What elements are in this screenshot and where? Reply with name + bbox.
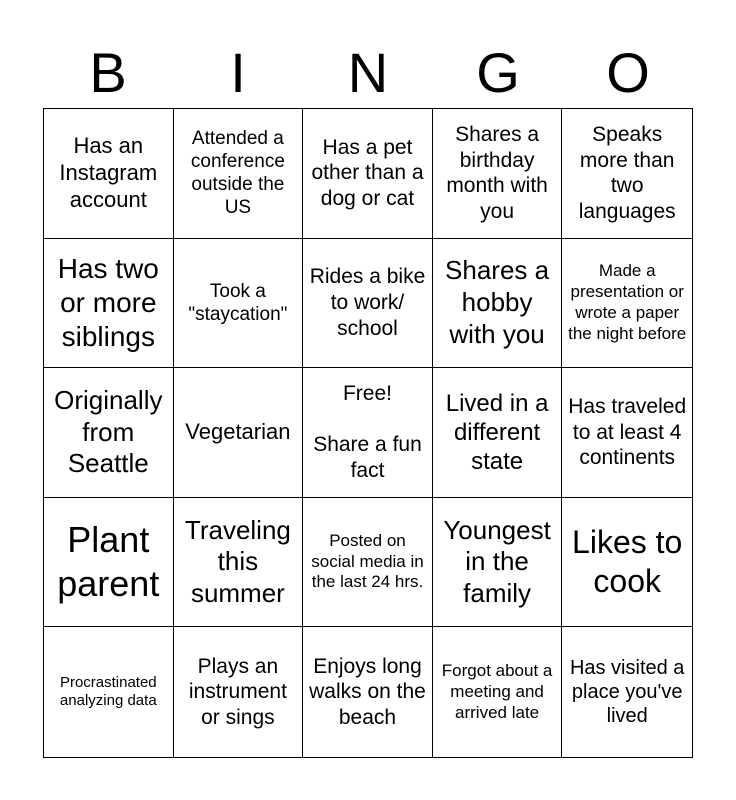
bingo-cell[interactable] xyxy=(562,498,692,628)
bingo-cell[interactable] xyxy=(303,627,433,757)
cell-text: Has traveled to at least 4 continents xyxy=(568,395,687,470)
bingo-cell[interactable] xyxy=(174,109,304,239)
cell-text: Speaks more than two languages xyxy=(578,123,676,223)
cell-text: Likes to cook xyxy=(572,524,683,600)
cell-text: Procrastinated analyzing data xyxy=(59,673,157,710)
bingo-cell[interactable] xyxy=(44,109,174,239)
cell-text: Forgot about a meeting and arrived late xyxy=(441,661,553,722)
cell-text: Youngest in the family xyxy=(443,514,551,608)
cell-text: Has an Instagram account xyxy=(59,133,158,212)
bingo-cell[interactable] xyxy=(303,109,433,239)
bingo-cell[interactable] xyxy=(303,498,433,628)
bingo-cell[interactable] xyxy=(433,109,563,239)
cell-text: Posted on social media in the last 24 hrs. xyxy=(311,530,424,592)
header-letter-g: G xyxy=(476,41,520,104)
bingo-cell[interactable] xyxy=(562,109,692,239)
cell-text: Traveling this summer xyxy=(184,514,291,608)
bingo-cell[interactable] xyxy=(433,239,563,369)
bingo-cell[interactable] xyxy=(44,498,174,628)
bingo-cell[interactable] xyxy=(562,627,692,757)
bingo-cell[interactable] xyxy=(433,627,563,757)
bingo-cell[interactable] xyxy=(174,239,304,369)
cell-text: Originally from Seattle xyxy=(54,384,163,479)
bingo-board xyxy=(43,108,693,758)
header-letter-i: I xyxy=(230,41,246,104)
header-letter-n: N xyxy=(347,41,389,104)
bingo-cell[interactable] xyxy=(562,368,692,498)
cell-text: Has two or more siblings xyxy=(57,252,159,352)
bingo-header xyxy=(43,38,693,108)
cell-text: Plays an instrument or sings xyxy=(188,654,287,729)
cell-text: Vegetarian xyxy=(185,419,291,445)
cell-text: Shares a birthday month with you xyxy=(446,123,548,223)
cell-text: Has a pet other than a dog or cat xyxy=(311,135,424,211)
header-letter-o: O xyxy=(606,41,650,104)
cell-text: Rides a bike to work/ school xyxy=(309,265,426,340)
cell-text: Shares a hobby with you xyxy=(445,255,550,349)
bingo-cell[interactable] xyxy=(174,627,304,757)
cell-text: Lived in a different state xyxy=(445,389,549,476)
cell-text: Attended a conference outside the US xyxy=(190,127,285,219)
bingo-cell[interactable] xyxy=(44,627,174,757)
bingo-cell[interactable] xyxy=(433,498,563,628)
cell-text: Made a presentation or wrote a paper the night before xyxy=(568,261,687,343)
bingo-cell[interactable] xyxy=(44,368,174,498)
cell-text: Plant parent xyxy=(57,519,160,605)
bingo-cell[interactable] xyxy=(303,239,433,369)
bingo-cell[interactable] xyxy=(562,239,692,369)
bingo-cell[interactable] xyxy=(44,239,174,369)
cell-text: Has visited a place you've lived xyxy=(569,656,685,728)
bingo-cell[interactable] xyxy=(433,368,563,498)
bingo-cell[interactable] xyxy=(174,368,304,498)
cell-text: Free! Share a fun fact xyxy=(313,382,422,483)
header-letter-b: B xyxy=(89,41,127,104)
bingo-cell[interactable] xyxy=(174,498,304,628)
cell-text: Enjoys long walks on the beach xyxy=(309,654,426,729)
cell-text: Took a "staycation" xyxy=(188,280,288,325)
free-space[interactable] xyxy=(303,368,433,498)
